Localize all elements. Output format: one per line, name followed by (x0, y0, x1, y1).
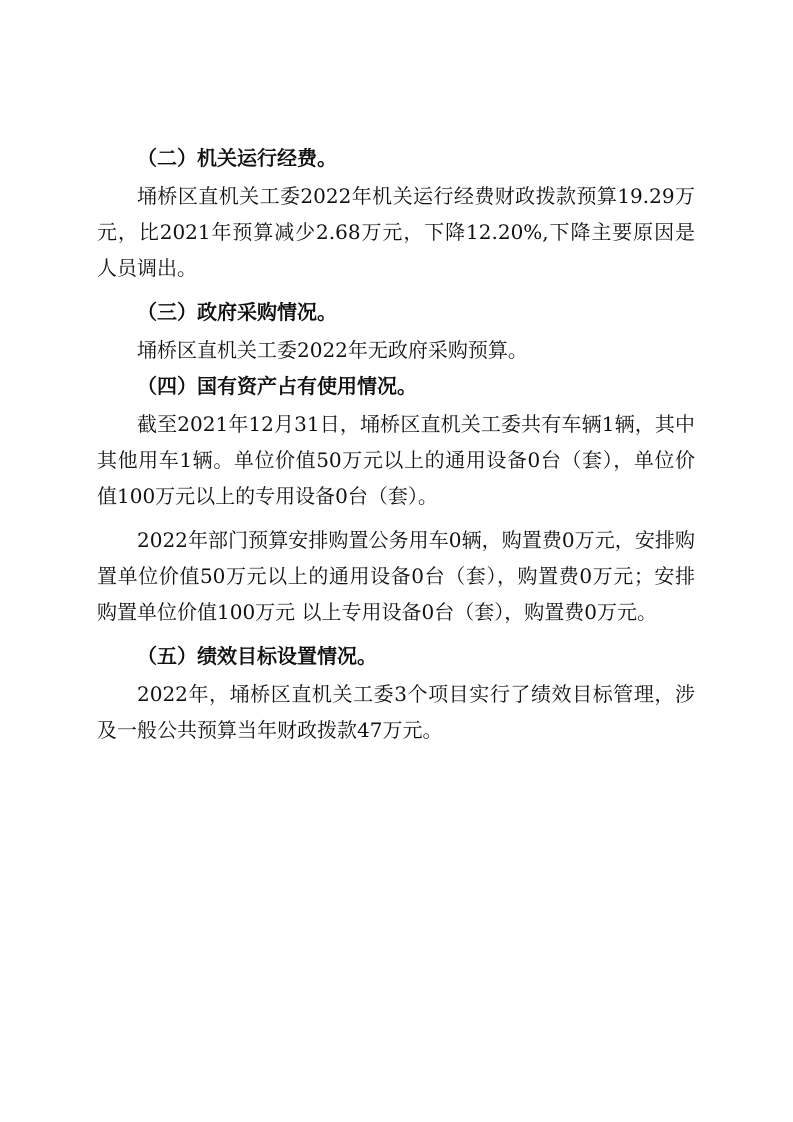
document-body (97, 140, 695, 748)
paragraph-procurement: 埇桥区直机关工委2022年无政府采购预算。 (137, 338, 528, 362)
paragraph-state-assets-holdings: 截至2021年12月31日，埇桥区直机关工委共有车辆1辆，其中其他用车1辆。单位价值50万元以上的通用设备0台（套），单位价值100万元以上的专用设备0台（套）。 (97, 412, 695, 508)
section-heading-procurement: （三）政府采购情况。 (137, 300, 337, 324)
section-heading-operating-expenses: （二）机关运行经费。 (137, 146, 337, 170)
paragraph-operating-expenses: 埇桥区直机关工委2022年机关运行经费财政拨款预算19.29万元，比2021年预算减少2.68万元，下降12.20%,下降主要原因是人员调出。 (97, 184, 695, 280)
paragraph-performance-targets: 2022年，埇桥区直机关工委3个项目实行了绩效目标管理，涉及一般公共预算当年财政拨款47万元。 (97, 682, 695, 742)
section-heading-performance-targets: （五）绩效目标设置情况。 (137, 644, 377, 668)
paragraph-state-assets-purchases: 2022年部门预算安排购置公务用车0辆，购置费0万元，安排购置单位价值50万元以上的通用设备0台（套），购置费0万元；安排购置单位价值100万元 以上专用设备0台（套），购置费0万元。 (97, 528, 695, 624)
section-heading-state-assets: （四）国有资产占有使用情况。 (137, 374, 417, 398)
